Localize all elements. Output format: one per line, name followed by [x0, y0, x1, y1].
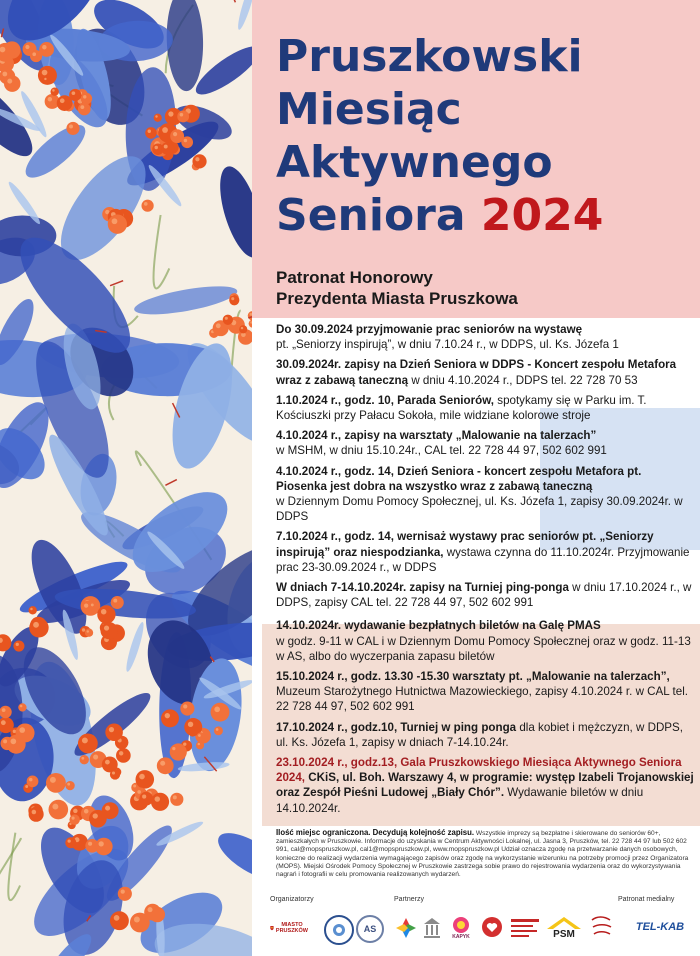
berry — [116, 748, 131, 763]
berry — [30, 50, 42, 62]
berry-highlight — [113, 599, 117, 603]
event-item: 4.10.2024 r., godz. 14, Dzień Seniora - koncert zespołu Metafora pt. Piosenka jest dobra na wszystko wraz z zabawą taneczną w Dziennym Domu Pomocy Społecznej, ul. Ks. Józefa 1, zapisy 30.09.2024r. w DDPS — [276, 464, 683, 524]
tel-kab-logo — [632, 916, 688, 938]
berry — [135, 770, 154, 789]
berry-highlight — [133, 785, 136, 788]
berry-highlight — [69, 124, 73, 128]
berry-highlight — [164, 145, 168, 149]
berry-highlight — [168, 111, 173, 116]
berry-highlight — [155, 115, 157, 117]
berry — [145, 127, 157, 139]
berry-highlight — [33, 622, 39, 628]
berry-highlight — [216, 728, 219, 731]
note-bold: Ilość miejsc ograniczona. Decydują kolejność zapisu. — [276, 828, 475, 837]
berry-highlight — [104, 625, 109, 630]
event-item: 14.10.2024r. wydawanie bezpłatnych biletów na Galę PMAS w godz. 9-11 w CAL i w Dziennym Domu Pomocy Społecznej oraz w godz. 11-13 w AS, albo do wyczerpania zapasu biletów — [276, 619, 691, 663]
berry — [97, 605, 115, 623]
berry-highlight — [84, 603, 88, 607]
berry-highlight — [109, 727, 114, 732]
berry-highlight — [87, 630, 89, 632]
berry — [110, 769, 120, 779]
ewa-adam-logo — [588, 913, 616, 943]
berry-highlight — [67, 783, 70, 786]
berry — [18, 703, 26, 711]
berry-highlight — [7, 79, 12, 84]
berry — [105, 724, 123, 742]
partners-label: Partnerzy — [394, 896, 424, 903]
berry-highlight — [148, 907, 153, 912]
berry — [95, 838, 113, 856]
berry-highlight — [160, 761, 165, 766]
berry — [85, 629, 93, 637]
berry — [180, 701, 194, 715]
berry-highlight — [134, 917, 140, 923]
berry-highlight — [29, 778, 33, 782]
berry-highlight — [48, 97, 52, 101]
berry — [80, 755, 89, 764]
berry — [192, 154, 206, 168]
frond — [235, 0, 252, 31]
media-label: Patronat medialny — [618, 896, 675, 903]
berry-highlight — [173, 795, 177, 799]
info-note — [276, 829, 692, 879]
berry-highlight — [225, 317, 228, 320]
berry-highlight — [52, 89, 55, 92]
berry-highlight — [231, 297, 234, 300]
event-item: W dniach 7-14.10.2024r. zapisy na Turniej ping-ponga w dniu 17.10.2024 r., w DDPS, zapisy CAL tel. 22 728 44 97, 502 602 991 — [276, 581, 692, 610]
berry-highlight — [214, 707, 220, 713]
partner-logo-text — [510, 916, 540, 940]
berry — [29, 618, 48, 637]
frond — [123, 621, 146, 673]
script-logo-icon — [589, 914, 615, 942]
berry-highlight — [148, 129, 151, 132]
berry — [66, 122, 79, 135]
berry-highlight — [119, 751, 123, 755]
event-item: 17.10.2024 r., godz.10, Turniej w ping ponga dla kobiet i mężczyzn, w DDPS, ul. Ks. Józefa 1, zapisy w dniach 7-14.10.24r. — [276, 720, 683, 749]
berry-highlight — [195, 157, 199, 161]
berry-highlight — [82, 737, 88, 743]
berry-highlight — [10, 739, 16, 745]
berry-highlight — [44, 78, 46, 80]
berry — [89, 602, 99, 612]
floral-illustration — [0, 0, 252, 956]
berry — [139, 792, 153, 806]
berry — [223, 315, 233, 325]
berry-highlight — [137, 790, 141, 794]
berry — [249, 320, 252, 328]
event-item: 7.10.2024 r., godz. 14, wernisaż wystawy prac seniorów pt. „Seniorzy inspirują” oraz niespodzianka, wystawa czynna do 11.10.2024r. Przyjmowanie prac 23-30.09.2024 r., w DDPS — [276, 530, 690, 574]
berry — [211, 703, 230, 722]
berry-highlight — [3, 739, 7, 743]
berry-highlight — [19, 727, 25, 733]
berry-highlight — [25, 45, 29, 49]
berry — [46, 773, 66, 793]
berry-highlight — [198, 734, 201, 737]
berry — [111, 596, 124, 609]
berry-highlight — [20, 705, 22, 707]
berry — [16, 723, 35, 742]
berry — [78, 734, 98, 754]
berry-highlight — [114, 915, 120, 921]
berry — [154, 114, 162, 122]
berry-highlight — [52, 804, 58, 810]
title-line-4: Seniora — [276, 190, 466, 241]
berry — [81, 93, 92, 104]
berry-highlight — [16, 643, 19, 646]
mops-icon — [331, 922, 347, 938]
berry — [43, 76, 51, 84]
berry-highlight — [121, 890, 125, 894]
event-item: 1.10.2024 r., godz. 10, Parada Seniorów, spotykamy się w Parku im. T. Kościuszki przy Pałacu Sokoła, mile widziane kolorowe stroje — [276, 393, 647, 423]
berry-highlight — [139, 774, 145, 780]
berry-highlight — [112, 218, 118, 224]
berry — [110, 911, 129, 930]
berry-highlight — [162, 127, 168, 133]
twig — [233, 0, 235, 2]
psm-logo — [544, 914, 584, 942]
berry — [29, 807, 44, 822]
leaf — [132, 281, 239, 321]
psm-label: PSM — [553, 928, 575, 940]
berry — [69, 814, 79, 824]
patron-line-2: Prezydenta Miasta Pruszkowa — [276, 289, 518, 308]
berry — [196, 732, 205, 741]
berry — [108, 215, 127, 234]
berry-highlight — [183, 704, 187, 708]
berry — [151, 793, 169, 811]
berry-highlight — [72, 91, 76, 95]
berry — [170, 793, 183, 806]
partner-text-icon — [511, 917, 539, 939]
twig — [110, 281, 123, 286]
sponsors-footer — [260, 896, 700, 956]
berry-highlight — [2, 72, 7, 77]
berry-highlight — [80, 105, 84, 109]
tel-kab-label: TEL-KAB — [635, 921, 685, 933]
title-year: 2024 — [480, 190, 604, 241]
berry — [13, 641, 24, 652]
heart-icon — [486, 921, 498, 933]
berry-highlight — [112, 771, 115, 774]
miasto-label: MIASTO PRUSZKÓW — [275, 922, 309, 934]
berry — [49, 800, 69, 820]
title-line-3: Aktywnego — [276, 137, 553, 188]
berry-highlight — [91, 603, 94, 606]
berry — [89, 810, 107, 828]
berry — [161, 709, 179, 727]
partner-logo-red — [482, 917, 502, 937]
note-text: Wszystkie imprezy są bezpłatne i skierowane do seniorów 60+, zamieszkałych w Pruszkowie. Informacje do uzyskania w Centrum Aktywności Lokalnej, ul. Jasna 3, Pruszków, tel. 22 728 44 97 lub 502 602 991, cal@mopspruszkow.pl, cal1@mopspruszkow.pl, www.mopspruszkow.pl Udział oznacza zgodę na przetwarzanie danych osobowych, konieczne do realizacji wydarzenia wymagającego zapisów oraz zgodę na wykorzystanie wizerunku na potrzeby promocji przez Organizatora (MOPS). Miejski Ośrodek Pomocy Społecznej w Pruszkowie zastrzega sobie prawo do rejestrowania wydarzenia oraz do wykorzystywania nagrań i fotografii w celu promowania realizowanych wydarzeń. — [276, 830, 689, 879]
floral-artwork — [0, 0, 252, 956]
berry-highlight — [83, 95, 86, 98]
berry — [65, 837, 76, 848]
berry-highlight — [60, 98, 65, 103]
berry — [177, 111, 189, 123]
berry-highlight — [155, 796, 160, 801]
twig — [165, 480, 176, 486]
berry — [170, 129, 184, 143]
berry-highlight — [172, 747, 175, 750]
as-label: AS — [363, 924, 377, 934]
berry-highlight — [165, 713, 170, 718]
berry-highlight — [101, 609, 107, 615]
berry-highlight — [25, 785, 28, 788]
muzeum-logo — [422, 916, 442, 940]
berry-highlight — [32, 52, 36, 56]
berry-highlight — [72, 817, 75, 820]
berry-highlight — [198, 743, 200, 745]
berry — [29, 606, 37, 614]
berry — [161, 142, 174, 155]
berry-highlight — [50, 777, 56, 783]
event-item: 15.10.2024 r., godz. 13.30 -15.30 warsztaty pt. „Malowanie na talerzach”, Muzeum Starożytnego Hutnictwa Mazowieckiego, zapisy 4.10.2024 r. w CAL tel. 22 728 44 97, 502 602 991 — [276, 670, 688, 714]
berry — [78, 103, 91, 116]
berry-highlight — [84, 809, 89, 814]
berry-highlight — [32, 810, 37, 815]
berry — [101, 622, 118, 639]
berry-highlight — [73, 809, 77, 813]
event-item: Do 30.09.2024 przyjmowanie prac seniorów na wystawę pt. „Seniorzy inspirują”, w dniu 7.10.24 r., w DDPS, ul. Ks. Józefa 1 — [276, 323, 619, 352]
honorary-patronage — [276, 267, 518, 309]
berry-highlight — [1, 720, 6, 725]
berry — [229, 295, 239, 305]
berry-highlight — [88, 842, 92, 846]
berry-highlight — [93, 813, 98, 818]
berry-highlight — [2, 708, 6, 712]
event-item: 30.09.2024r. zapisy na Dzień Seniora w DDPS - Koncert zespołu Metafora wraz z zabawą taneczną w dniu 4.10.2024 r., DDPS tel. 22 728 70 53 — [276, 358, 677, 387]
organizers-label: Organizatorzy — [270, 896, 314, 903]
berry-highlight — [30, 608, 33, 611]
kapyk-icon — [452, 916, 470, 934]
berry-highlight — [42, 45, 46, 49]
berry — [27, 776, 39, 788]
berry-highlight — [81, 757, 84, 760]
berry-highlight — [155, 146, 158, 149]
berry-highlight — [142, 795, 146, 799]
leaf — [212, 162, 252, 262]
crest-icon — [270, 921, 274, 935]
berry — [239, 325, 247, 333]
mops-logo — [324, 915, 354, 945]
berry — [157, 757, 174, 774]
berry-highlight — [99, 841, 104, 846]
berry-highlight — [216, 323, 221, 328]
colorful-flower-icon — [394, 916, 418, 940]
partner-logo-colorful — [394, 916, 418, 940]
berry-highlight — [105, 760, 110, 765]
psm-roof-icon — [547, 917, 581, 929]
berry — [144, 904, 161, 921]
berry-highlight — [144, 202, 148, 206]
museum-icon — [422, 916, 442, 940]
title-line-2: Miesiąc — [276, 84, 462, 135]
kapyk-label: KAPYK — [452, 934, 470, 940]
berry — [4, 75, 20, 91]
berry — [50, 87, 58, 95]
berry — [65, 781, 74, 790]
leaf — [211, 824, 252, 889]
berry — [141, 200, 153, 212]
berry-highlight — [105, 806, 110, 811]
berry-highlight — [188, 722, 193, 727]
berry-highlight — [82, 628, 85, 631]
leaf — [165, 0, 204, 92]
kapyk-logo — [446, 914, 476, 942]
title-line-1: Pruszkowski — [276, 31, 583, 82]
event-item: 4.10.2024 r., zapisy na warsztaty „Malowanie na talerzach” w MSHM, w dniu 15.10.24r., CAL tel. 22 728 44 97, 502 602 991 — [276, 429, 607, 458]
page-title — [276, 30, 603, 242]
events-list — [276, 322, 694, 821]
berry — [170, 745, 181, 756]
miasto-pruszkow-logo — [270, 916, 308, 940]
as-logo — [356, 915, 384, 943]
berry-highlight — [180, 113, 184, 117]
patron-line-1: Patronat Honorowy — [276, 268, 433, 287]
berry — [118, 887, 132, 901]
berry-highlight — [42, 70, 48, 76]
berry — [214, 726, 223, 735]
berry-highlight — [68, 839, 71, 842]
berry-highlight — [241, 327, 243, 329]
berry-highlight — [184, 139, 188, 143]
berry-highlight — [93, 754, 98, 759]
event-item-gala: 23.10.2024 r., godz.13, Gala Pruszkowskiego Miesiąca Aktywnego Seniora 2024, CKiS, ul. Boh. Warszawy 4, w programie: występ Izabeli Trojanowskiej oraz Zespół Pieśni Ludowej „Biały Chór”. Wydawanie biletów w dniu 14.10.2024r. — [276, 756, 694, 815]
berry — [69, 89, 81, 101]
berry-highlight — [173, 132, 177, 136]
stem — [154, 215, 170, 288]
